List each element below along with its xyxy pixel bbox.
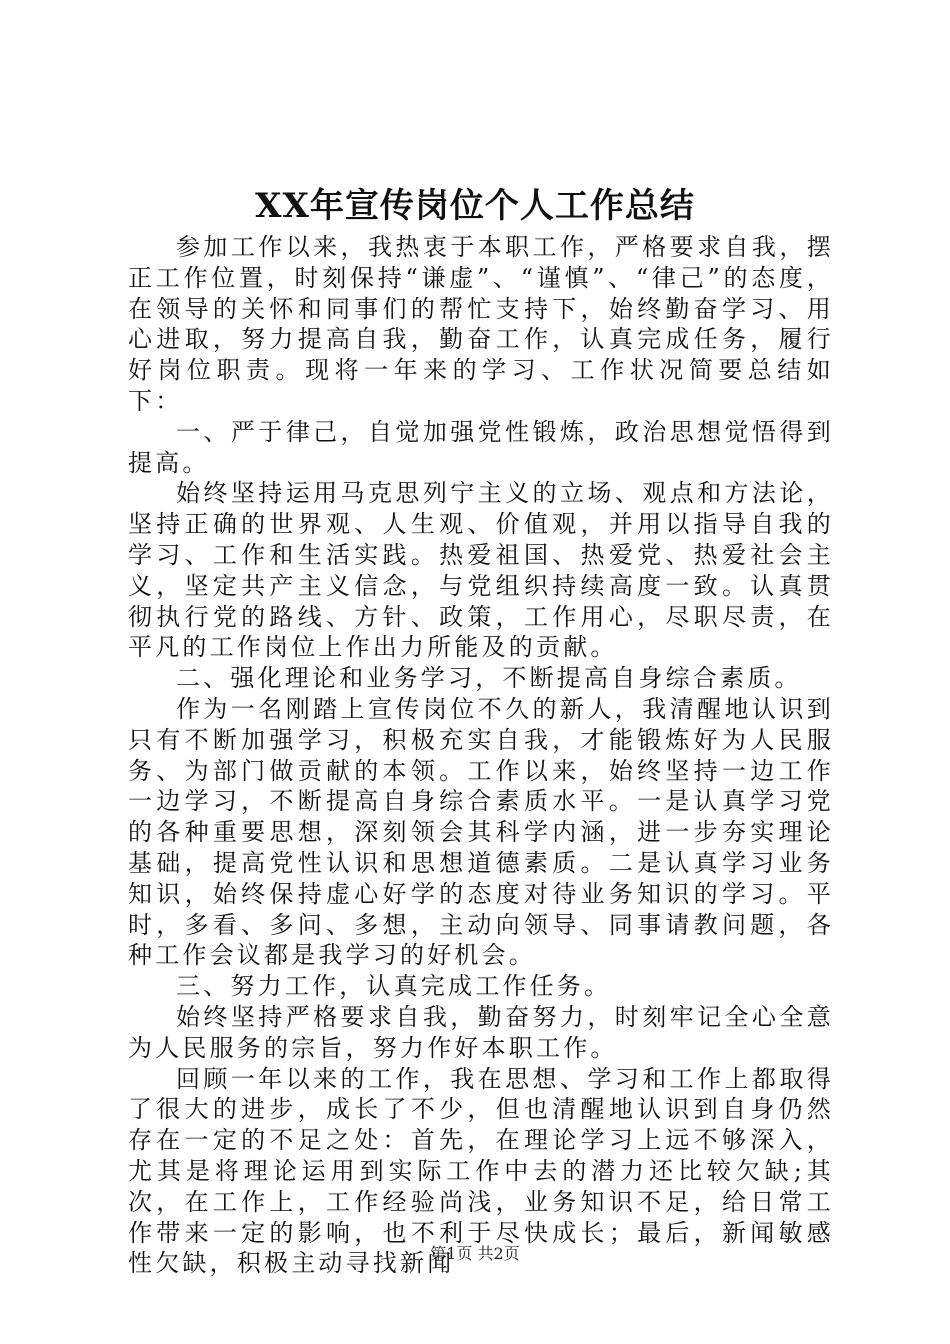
paragraph-review: 回顾一年以来的工作，我在思想、学习和工作上都取得了很大的进步，成长了不少，但也清醒地认识到自身仍然存在一定的不足之处：首先，在理论学习上远不够深入，尤其是将理论运用到实际工作中去的潜力还比较欠缺;其次，在工作上，工作经验尚浅，业务知识不足，给日常工作带来一定的影响，也不利于尽快成长；最后，新闻敏感性欠缺，积极主动寻找新闻 — [128, 1064, 834, 1278]
paragraph-section-3: 始终坚持严格要求自我，勤奋努力，时刻牢记全心全意为人民服务的宗旨，努力作好本职工作。 — [128, 1002, 834, 1062]
section-heading-2: 二、强化理论和业务学习，不断提高自身综合素质。 — [176, 664, 802, 693]
paragraph-section-1: 始终坚持运用马克思列宁主义的立场、观点和方法论，坚持正确的世界观、人生观、价值观，并用以指导自我的学习、工作和生活实践。热爱祖国、热爱党、热爱社会主义，坚定共产主义信念，与党组织持续高度一致。认真贯彻执行党的路线、方针、政策，工作用心，尽职尽责，在平凡的工作岗位上作出力所能及的贡献。 — [128, 479, 834, 662]
paragraph-section-2: 作为一名刚踏上宣传岗位不久的新人，我清醒地认识到只有不断加强学习，积极充实自我，才能锻炼好为人民服务、为部门做贡献的本领。工作以来，始终坚持一边工作一边学习，不断提高自身综合素质水平。一是认真学习党的各种重要思想，深刻领会其科学内涵，进一步夯实理论基础，提高党性认识和思想道德素质。二是认真学习业务知识，始终保持虚心好学的态度对待业务知识的学习。平时，多看、多问、多想，主动向领导、同事请教问题，各种工作会议都是我学习的好机会。 — [128, 694, 834, 970]
page-footer: 第1页 共2页 — [430, 1244, 520, 1263]
section-heading-3: 三、努力工作，认真完成工作任务。 — [176, 972, 612, 1001]
document-title: XX年宣传岗位个人工作总结 — [255, 186, 695, 226]
paragraph-intro: 参加工作以来，我热衷于本职工作，严格要求自我，摆正工作位置，时刻保持“谦虚”、“谨慎”、“律己”的态度，在领导的关怀和同事们的帮忙支持下，始终勤奋学习、用心进取，努力提高自我，勤奋工作，认真完成任务，履行好岗位职责。现将一年来的学习、工作状况简要总结如下： — [128, 233, 834, 415]
document-body — [128, 232, 834, 1279]
section-heading-1: 一、严于律己，自觉加强党性锻炼，政治思想觉悟得到提高。 — [128, 417, 834, 477]
